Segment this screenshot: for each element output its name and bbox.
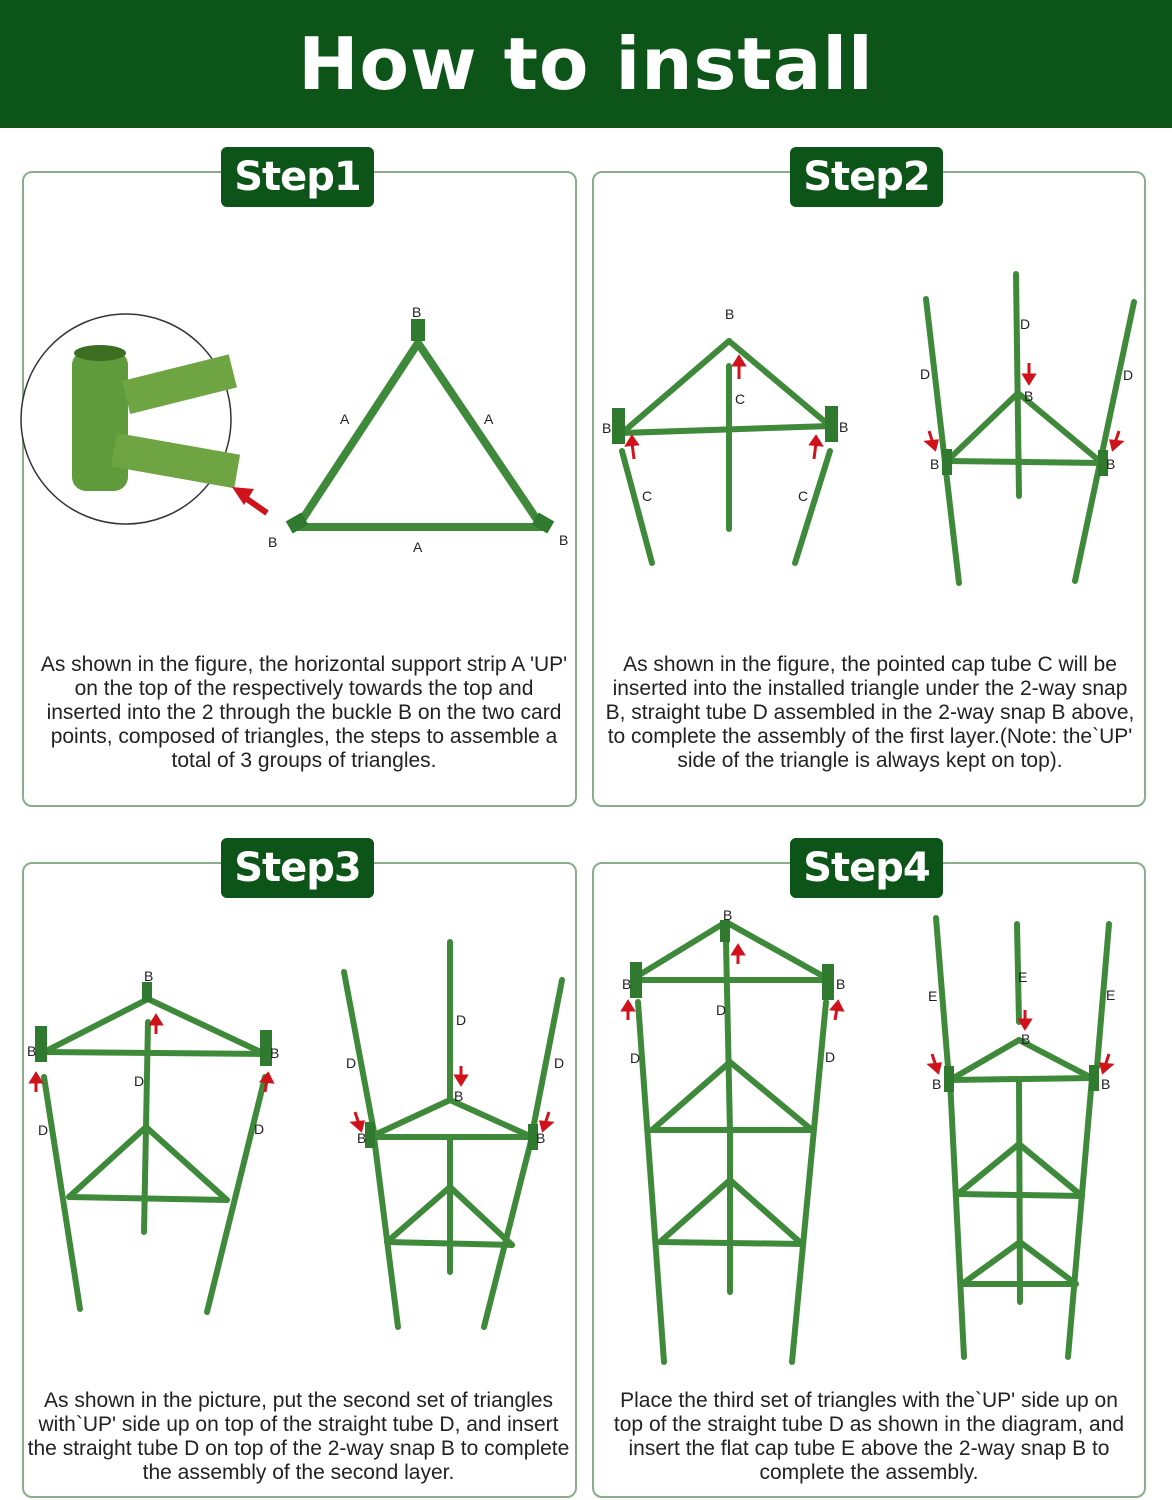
label-d-right: D — [1123, 367, 1134, 383]
step2-title: Step2 — [790, 147, 943, 207]
header-banner — [0, 0, 1172, 128]
label-d-left: D — [346, 1055, 357, 1071]
label-d-top: D — [456, 1012, 467, 1028]
label-e-top: E — [1018, 969, 1028, 985]
page-title: How to install — [298, 22, 874, 106]
label-b-top-right: B — [1024, 388, 1034, 404]
step3-figure — [22, 862, 573, 1382]
label-d-right: D — [825, 1049, 836, 1065]
label-a-left: A — [340, 411, 350, 427]
label-b-right: B — [839, 419, 849, 435]
step4-description: Place the third set of triangles with the`UP' side up on top of the straight tube D as shown in the diagram, and insert the flat cap tube E above the 2-way snap B to complete the assembly. — [613, 1389, 1125, 1484]
step1-figure — [22, 171, 573, 641]
label-a-bottom: A — [413, 539, 423, 555]
step1-title: Step1 — [221, 147, 374, 207]
step4-title: Step4 — [790, 838, 943, 898]
red-arrow-icon — [627, 357, 821, 459]
label-b-top: B — [725, 306, 735, 322]
label-d-center: D — [716, 1002, 727, 1018]
label-b-left-right: B — [357, 1130, 367, 1146]
step1-description: As shown in the figure, the horizontal support strip A 'UP' on the top of the respectively towards the top and inserted into the 2 through the buckle B on the two card points, composed of triangles, the steps to assemble a total of 3 groups of triangles. — [40, 653, 568, 772]
label-b-top-right: B — [454, 1088, 464, 1104]
label-c-right: C — [798, 488, 809, 504]
label-b-top: B — [412, 304, 422, 320]
label-b-right-right: B — [536, 1130, 546, 1146]
label-d-left: D — [630, 1050, 641, 1066]
label-b-left: B — [622, 976, 632, 992]
red-arrow-icon — [927, 363, 1121, 449]
step4-figure — [592, 862, 1142, 1382]
label-b-right: B — [836, 976, 846, 992]
label-e-right: E — [1106, 987, 1116, 1003]
step2-description: As shown in the figure, the pointed cap tube C will be inserted into the installed triangle under the 2-way snap B, straight tube D assembled in the 2-way snap B above, to complete the assembly of the first layer.(Note: the`UP' side of the triangle is always kept on top). — [605, 653, 1135, 772]
label-b-right-right: B — [1106, 456, 1116, 472]
step3-description: As shown in the picture, put the second set of triangles with`UP' side up on top of the straight tube D, and insert the straight tube D on top of the 2-way snap B to complete the assembly of the second layer. — [27, 1389, 570, 1484]
label-b-top-right: B — [1021, 1031, 1031, 1047]
label-b-right-right: B — [1101, 1076, 1111, 1092]
label-b-right: B — [559, 532, 569, 548]
red-arrow-icon — [232, 487, 267, 513]
label-d-right: D — [254, 1121, 265, 1137]
step3-title: Step3 — [221, 838, 374, 898]
label-d-top: D — [1020, 316, 1031, 332]
label-b-left: B — [268, 534, 278, 550]
label-b-top: B — [723, 907, 733, 923]
label-d-left: D — [38, 1122, 49, 1138]
label-c-center: C — [735, 391, 746, 407]
label-b-left-right: B — [930, 456, 940, 472]
label-b-left: B — [27, 1043, 37, 1059]
label-d-left: D — [920, 366, 931, 382]
label-b-top: B — [144, 968, 154, 984]
label-b-right: B — [270, 1045, 280, 1061]
label-c-left: C — [642, 488, 653, 504]
label-d-center: D — [134, 1073, 145, 1089]
label-b-left: B — [602, 420, 612, 436]
label-d-right: D — [554, 1055, 565, 1071]
label-a-right: A — [484, 411, 494, 427]
label-b-left-right: B — [932, 1076, 942, 1092]
label-e-left: E — [928, 988, 938, 1004]
step2-figure — [592, 171, 1142, 641]
